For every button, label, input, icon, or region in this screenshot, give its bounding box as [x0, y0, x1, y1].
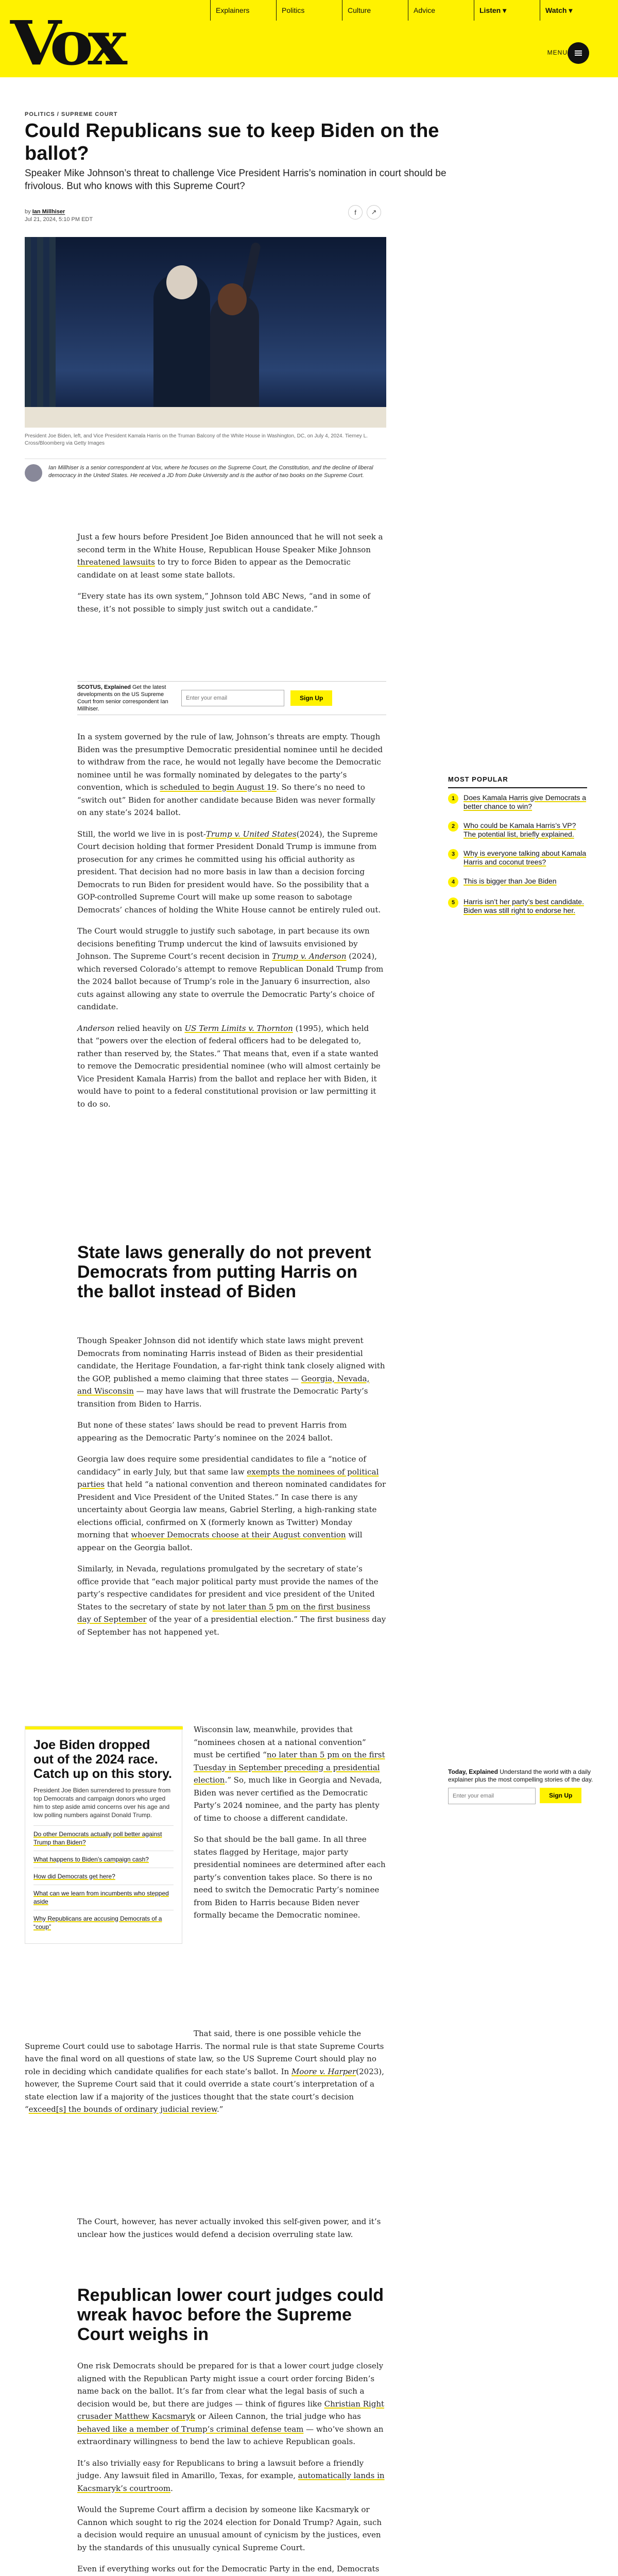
- inline-link[interactable]: whoever Democrats choose at their August convention: [131, 1530, 346, 1539]
- catchup-link[interactable]: How did Democrats get here?: [33, 1873, 115, 1880]
- breadcrumb[interactable]: POLITICS / SUPREME COURT: [25, 111, 118, 117]
- nav-listen[interactable]: [474, 0, 540, 21]
- sidebar-signup-button[interactable]: Sign Up: [540, 1788, 581, 1803]
- paragraph: [77, 2457, 386, 2495]
- author-bio: [25, 459, 386, 482]
- list-item[interactable]: [448, 877, 587, 887]
- hero-background: [25, 237, 56, 428]
- article-dek: Speaker Mike Johnson’s threat to challenge Vice President Harris’s nomination in court should be frivolous. But who knows with this Supreme Court?: [25, 168, 447, 192]
- most-popular-list: [448, 793, 587, 915]
- text: In a system governed by the rule of law, Johnson’s threats are empty. Though Biden was the presumptive Democratic presidential nominee until he decided to withdraw from the race, he would not legally have become the Democratic nominee until he was formally nominated by delegates to the party’s convention, which is: [77, 732, 383, 792]
- rank-badge: 2: [448, 821, 458, 832]
- hero-balcony-rail: [25, 407, 386, 428]
- signup-button[interactable]: Sign Up: [290, 690, 332, 706]
- text: — may have laws that will frustrate the Democratic Party’s transition from Biden to Harris.: [77, 1386, 368, 1409]
- chevron-down-icon: ▾: [569, 6, 573, 14]
- paragraph: [77, 2360, 386, 2448]
- catchup-link[interactable]: Why Republicans are accusing Democrats of a “coup”: [33, 1915, 162, 1930]
- inline-link[interactable]: US Term Limits v. Thornton: [184, 1023, 293, 1033]
- text: or Aileen Cannon, the trial judge who has: [195, 2412, 361, 2421]
- nav-politics[interactable]: Politics: [276, 0, 342, 21]
- text: Similarly, in Nevada, regulations promulgated by the secretary of state’s office provide that “each major political party must provide the names of the party’s respective candidates for president and vice president of the United States to the secretary of state by: [77, 1564, 379, 1612]
- catchup-box: [25, 1726, 182, 1944]
- text: Georgia law does require some presidential candidates to file a “notice of candidacy” in early July, but that same law: [77, 1454, 366, 1477]
- catchup-link[interactable]: What happens to Biden’s campaign cash?: [33, 1856, 149, 1863]
- paragraph: [25, 2027, 386, 2116]
- rank-badge: 5: [448, 897, 458, 908]
- byline-prefix: by: [25, 209, 31, 215]
- section-heading: State laws generally do not prevent Democrats from putting Harris on the ballot instead of Biden: [77, 1243, 371, 1301]
- sidebar-newsletter-text: [448, 1768, 603, 1784]
- text: .”: [216, 2105, 224, 2114]
- text: (2023), however, the Supreme Court said that it could override a state court’s interpretation of a state election law if a majority of the justices thought that the state court’s decision “: [25, 2066, 384, 2114]
- inline-link[interactable]: scheduled to begin August 19: [160, 783, 277, 792]
- sidebar-newsletter-title: Today, Explained: [448, 1768, 498, 1775]
- list-item[interactable]: [448, 897, 587, 915]
- text: (2024), the Supreme Court decision holding that former President Donald Trump is immune from prosecution for any crimes he committed using his official authority as president. That decision had no more basis in law than a decision forcing Democrats to run Biden for president would have. So the possibility that a GOP-controlled Supreme Court will make up some reason to sabotage Democrats’ chances of holding the White House cannot be entirely ruled out.: [77, 829, 381, 914]
- paragraph: So that should be the ball game. In all three states flagged by Heritage, major party presidential nominees are determined after each party’s convention takes place. So there is no need to switch the Democratic Party’s nominee from Biden to Harris because Biden never formally became the Democratic nominee.: [194, 1835, 386, 1920]
- sidebar-newsletter-form: [448, 1788, 603, 1804]
- most-popular-heading: MOST POPULAR: [448, 775, 587, 788]
- article-body-intro: [77, 531, 386, 624]
- inline-link[interactable]: exempts the nominees of political parties: [77, 1467, 379, 1489]
- newsletter-text: [77, 684, 175, 713]
- text: relied heavily on: [114, 1023, 185, 1033]
- text: Understand the world with a daily explainer plus the most compelling stories of the day.: [448, 1768, 593, 1783]
- masthead: [0, 0, 618, 77]
- text: that held “a national convention and thereon nominated candidates for President and Vice President of the United States.” In case there is any uncertainty about Georgia law means, Gabriel Sterling, a high-ranking state elections official, confirmed on X (formerly known as Twitter) Monday morning that: [77, 1480, 386, 1539]
- most-popular-link[interactable]: Harris isn’t her party’s best candidate. Biden was still right to endorse her.: [464, 897, 584, 914]
- paragraph: [77, 1022, 386, 1111]
- email-input[interactable]: [181, 690, 284, 706]
- menu-label[interactable]: MENU: [547, 49, 568, 56]
- text: .” So, much like in Georgia and Nevada, Biden was never certified as the Democratic Party’s 2024 nominee, and the party has plenty of time to choose a different candidate.: [194, 1775, 382, 1823]
- newsletter-signup: [77, 681, 386, 715]
- hero-figure-biden-head: [166, 265, 197, 299]
- sidebar-email-input[interactable]: [448, 1788, 536, 1804]
- nav-watch[interactable]: [540, 0, 606, 21]
- text: Wisconsin law, meanwhile, provides that “nominees chosen at a national convention” must be certified “: [194, 1725, 366, 1759]
- list-item[interactable]: [448, 821, 587, 839]
- article-body-main: [77, 731, 386, 1119]
- list-item: [33, 1825, 174, 1851]
- catchup-link[interactable]: Do other Democrats actually poll better against Trump than Biden?: [33, 1831, 162, 1846]
- hero-figure-harris-head: [218, 283, 247, 315]
- text: The Court would struggle to justify such sabotage, in part because its own decisions benefiting Trump undercut the kind of lawsuits envisioned by Johnson. The Supreme Court’s recent decision in: [77, 926, 370, 961]
- article-body-state-laws: [77, 1334, 386, 1647]
- inline-link[interactable]: Trump v. Anderson: [272, 952, 347, 961]
- author-bio-text: Ian Millhiser is a senior correspondent at Vox, where he focuses on the Supreme Court, the Constitution, and the decline of liberal democracy in the United States. He received a JD from Duke University and is the author of two books on the Supreme Court.: [48, 465, 373, 479]
- most-popular-link[interactable]: Why is everyone talking about Kamala Harris and coconut trees?: [464, 849, 587, 866]
- paragraph: [77, 531, 386, 581]
- sidebar-newsletter: [448, 1768, 603, 1804]
- text: Anderson: [77, 1023, 115, 1033]
- paragraph: [77, 1334, 386, 1410]
- list-item: [33, 1885, 174, 1910]
- inline-link[interactable]: automatically lands in Kacsmaryk’s courtroom: [77, 2471, 385, 2493]
- text: That said, there is one possible vehicle the Supreme Court could use to sabotage Harris. The normal rule is that state Supreme Courts have the final word on all questions of state law, so the US Supreme Court should play no role in deciding which candidate qualifies for each state’s ballot. In: [25, 2029, 384, 2076]
- paragraph: But none of these states’ laws should be read to prevent Harris from appearing as the Democratic Party’s nominee on the 2024 ballot.: [77, 1420, 347, 1443]
- article-body-lower-courts: [77, 2360, 386, 2576]
- most-popular-link[interactable]: This is bigger than Joe Biden: [464, 877, 557, 885]
- author-link[interactable]: Ian Millhiser: [32, 209, 65, 215]
- inline-link[interactable]: no later than 5 pm on the first Tuesday in September preceding a presidential election: [194, 1750, 385, 1785]
- text: Just a few hours before President Joe Biden announced that he will not seek a second term in the White House, Republican House Speaker Mike Johnson: [77, 532, 383, 554]
- inline-link[interactable]: not later than 5 pm on the first business day of September: [77, 1602, 370, 1624]
- paragraph: Even if everything works out for the Democratic Party in the end, Democrats: [77, 2564, 380, 2573]
- text: It’s also trivially easy for Republicans to bring a lawsuit before a friendly judge. Any lawsuit filed in Amarillo, Texas, for example,: [77, 2458, 364, 2480]
- hamburger-icon: [575, 50, 582, 56]
- facebook-icon[interactable]: f: [348, 205, 363, 219]
- most-popular: [448, 775, 587, 925]
- inline-link[interactable]: Moore v. Harper: [291, 2066, 356, 2076]
- article-body-moore: [25, 2027, 386, 2125]
- paragraph: [77, 1563, 386, 1638]
- paragraph: [77, 828, 386, 917]
- list-item[interactable]: [448, 849, 587, 867]
- share-icon[interactable]: ↗: [367, 205, 381, 219]
- rank-badge: 1: [448, 793, 458, 804]
- list-item[interactable]: [448, 793, 587, 811]
- nav-culture[interactable]: Culture: [342, 0, 408, 21]
- text: (1995), which held that “powers over the election of federal officers had to be delegated to, rather than reserved by, the States.” That means that, even if a state wanted to remove the Democratic presidential nominee (who will almost certainly be Vice President Kamala Harris) from the ballot and replace her with Biden, it would have to point to a federal constitutional provision or law permitting it to do so.: [77, 1023, 381, 1109]
- paragraph: [77, 731, 386, 819]
- list-item: [33, 1851, 174, 1868]
- most-popular-link[interactable]: Does Kamala Harris give Democrats a better chance to win?: [464, 793, 587, 810]
- image-caption: President Joe Biden, left, and Vice President Kamala Harris on the Truman Balcony of the White House in Washington, DC, on July 4, 2024. Tierney L. Cross/Bloomberg via Getty Images: [25, 433, 368, 446]
- text: Though Speaker Johnson did not identify which state laws might prevent Democrats from nominating Harris instead of Biden as their presidential candidate, the Heritage Foundation, a far-right think tank closely aligned with the GOP, published a memo claiming that three states —: [77, 1336, 385, 1383]
- article-body-court: [77, 2215, 386, 2249]
- byline: [25, 208, 93, 224]
- paragraph: [194, 1723, 386, 1824]
- text: (2024), which reversed Colorado’s attempt to remove Republican Donald Trump from the 2024 ballot because of Trump’s role in the January 6 insurrection, also cuts against allowing any state to overrule the Democratic Party’s choice of candidate.: [77, 952, 384, 1011]
- section-heading: Republican lower court judges could wreak havoc before the Supreme Court weighs in: [77, 2285, 384, 2344]
- text: to try to force Biden to appear as the Democratic candidate on at least some state ballots.: [77, 557, 351, 580]
- inline-link[interactable]: Trump v. United States: [205, 829, 297, 839]
- text: Still, the world we live in is post-: [77, 829, 206, 839]
- nav-advice[interactable]: Advice: [408, 0, 474, 21]
- paragraph: [77, 925, 386, 1013]
- most-popular-link[interactable]: Who could be Kamala Harris’s VP? The potential list, briefly explained.: [464, 821, 576, 838]
- text: . So there’s no need to “switch out” Biden for another candidate because Biden was never formally on any state’s 2024 ballot.: [77, 783, 375, 817]
- text: .: [170, 2483, 173, 2493]
- article-title: Could Republicans sue to keep Biden on the ballot?: [25, 120, 439, 164]
- list-item: [33, 1868, 174, 1885]
- rank-badge: 4: [448, 877, 458, 887]
- nav-listen-label: Listen: [479, 6, 501, 14]
- vox-logo[interactable]: Vox: [10, 7, 122, 79]
- paragraph: Would the Supreme Court affirm a decision by someone like Kacsmaryk or Cannon which sought to rig the 2024 election for Donald Trump? Again, such a decision would require an unusual amount of cynicism by the justices, even by the standards of this unusually cynical Supreme Court.: [77, 2505, 382, 2552]
- top-nav: [210, 0, 606, 21]
- menu-button[interactable]: [568, 42, 589, 64]
- text: — who’ve shown an extraordinary willingness to bend the law to achieve Republican goals.: [77, 2424, 384, 2446]
- hero-image: [25, 237, 386, 428]
- paragraph: [77, 1453, 386, 1554]
- share-buttons: [348, 205, 381, 219]
- rank-badge: 3: [448, 849, 458, 859]
- catchup-intro: President Joe Biden surrendered to pressure from top Democrats and campaign donors who urged him to step aside amid concerns over his age and low polling numbers against Donald Trump.: [33, 1787, 171, 1819]
- article-body-wisconsin: [194, 1723, 386, 1930]
- catchup-links: [33, 1825, 174, 1935]
- text: will appear on the Georgia ballot.: [77, 1530, 363, 1552]
- catchup-link[interactable]: What can we learn from incumbents who stepped aside: [33, 1890, 169, 1905]
- inline-link[interactable]: behaved like a member of Trump’s criminal defense team: [77, 2424, 304, 2434]
- author-avatar: [25, 464, 42, 482]
- inline-link[interactable]: threatened lawsuits: [77, 557, 155, 567]
- newsletter-desc: Get the latest developments on the US Supreme Court from senior correspondent Ian Millhiser.: [77, 684, 168, 712]
- inline-link[interactable]: Christian Right crusader Matthew Kacsmaryk: [77, 2399, 385, 2421]
- publish-date: Jul 21, 2024, 5:10 PM EDT: [25, 216, 93, 223]
- inline-link[interactable]: Georgia, Nevada, and Wisconsin: [77, 1374, 370, 1396]
- catchup-title: Joe Biden dropped out of the 2024 race. Catch up on this story.: [33, 1738, 172, 1781]
- nav-explainers[interactable]: Explainers: [210, 0, 276, 21]
- newsletter-title: SCOTUS, Explained: [77, 684, 131, 690]
- paragraph: The Court, however, has never actually invoked this self-given power, and it’s unclear how the justices would defend a decision overruling state law.: [77, 2217, 381, 2239]
- text: One risk Democrats should be prepared for is that a lower court judge closely aligned with the Republican Party might issue a court order forcing Biden’s name back on the ballot. It’s far from clear what the legal basis of such a decision would be, but there are judges — think of figures like: [77, 2361, 384, 2409]
- nav-watch-label: Watch: [545, 6, 567, 14]
- paragraph: “Every state has its own system,” Johnson told ABC News, “and in some of these, it’s not possible to simply just switch out a candidate.”: [77, 591, 370, 614]
- inline-link[interactable]: exceed[s] the bounds of ordinary judicial review: [28, 2105, 217, 2114]
- list-item: [33, 1910, 174, 1935]
- chevron-down-icon: ▾: [503, 6, 507, 14]
- text: of the year of a presidential election.” The first business day of September has not happened yet.: [77, 1615, 386, 1637]
